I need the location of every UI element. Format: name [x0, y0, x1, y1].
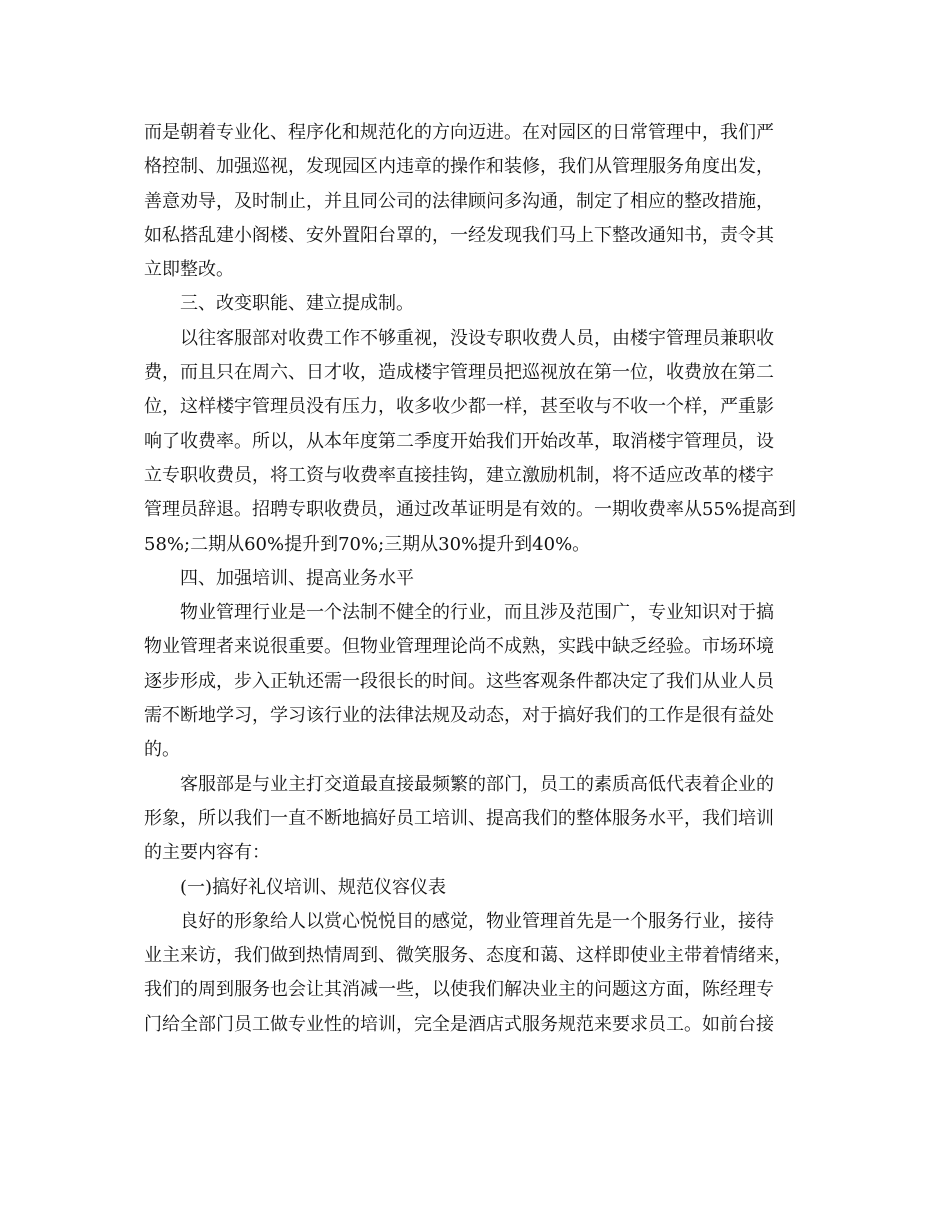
- text-line: 58%;二期从60%提升到70%;三期从30%提升到40%。: [144, 533, 591, 555]
- text-line: 四、加强培训、提高业务水平: [180, 567, 414, 589]
- text-line: 良好的形象给人以赏心悦悦目的感觉，物业管理首先是一个服务行业，接待: [180, 910, 774, 932]
- text-line: 形象，所以我们一直不断地搞好员工培训、提高我们的整体服务水平，我们培训: [144, 807, 774, 829]
- text-line: 响了收费率。所以，从本年度第二季度开始我们开始改革，取消楼宇管理员，设: [144, 430, 774, 452]
- text-line: 善意劝导，及时制止，并且同公司的法律顾问多沟通，制定了相应的整改措施，: [144, 190, 774, 212]
- text-line: 如私搭乱建小阁楼、安外置阳台罩的，一经发现我们马上下整改通知书，责令其: [144, 224, 774, 246]
- text-line: 客服部是与业主打交道最直接最频繁的部门，员工的素质高低代表着企业的: [180, 773, 774, 795]
- text-line: 管理员辞退。招聘专职收费员，通过改革证明是有效的。一期收费率从55%提高到: [144, 499, 797, 521]
- text-line: 费，而且只在周六、日才收，造成楼宇管理员把巡视放在第一位，收费放在第二: [144, 362, 774, 384]
- text-line: 格控制、加强巡视，发现园区内违章的操作和装修，我们从管理服务角度出发，: [144, 156, 774, 178]
- text-line: 门给全部门员工做专业性的培训，完全是酒店式服务规范来要求员工。如前台接: [144, 1013, 774, 1035]
- text-line: 立专职收费员，将工资与收费率直接挂钩，建立激励机制，将不适应改革的楼宇: [144, 464, 774, 486]
- text-line: 需不断地学习，学习该行业的法律法规及动态，对于搞好我们的工作是很有益处: [144, 705, 774, 727]
- text-line: 而是朝着专业化、程序化和规范化的方向迈进。在对园区的日常管理中，我们严: [144, 122, 774, 143]
- text-line: 位，这样楼宇管理员没有压力，收多收少都一样，甚至收与不收一个样，严重影: [144, 396, 774, 418]
- document-page: [144, 116, 808, 1042]
- text-line: 物业管理行业是一个法制不健全的行业，而且涉及范围广，专业知识对于搞: [180, 602, 774, 624]
- text-line: 逐步形成，步入正轨还需一段很长的时间。这些客观条件都决定了我们从业人员: [144, 670, 774, 692]
- text-line: 物业管理者来说很重要。但物业管理理论尚不成熟，实践中缺乏经验。市场环境: [144, 636, 774, 658]
- text-line: 我们的周到服务也会让其消减一些，以使我们解决业主的问题这方面，陈经理专: [144, 979, 774, 1001]
- text-line: 三、改变职能、建立提成制。: [180, 293, 414, 315]
- text-line: 的。: [144, 739, 180, 761]
- text-line: 业主来访，我们做到热情周到、微笑服务、态度和蔼、这样即使业主带着情绪来，: [144, 945, 792, 967]
- text-line: 以往客服部对收费工作不够重视，没设专职收费人员，由楼宇管理员兼职收: [180, 327, 774, 349]
- text-line: (一)搞好礼仪培训、规范仪容仪表: [180, 876, 447, 898]
- text-line: 的主要内容有：: [144, 842, 270, 864]
- text-line: 立即整改。: [144, 259, 234, 281]
